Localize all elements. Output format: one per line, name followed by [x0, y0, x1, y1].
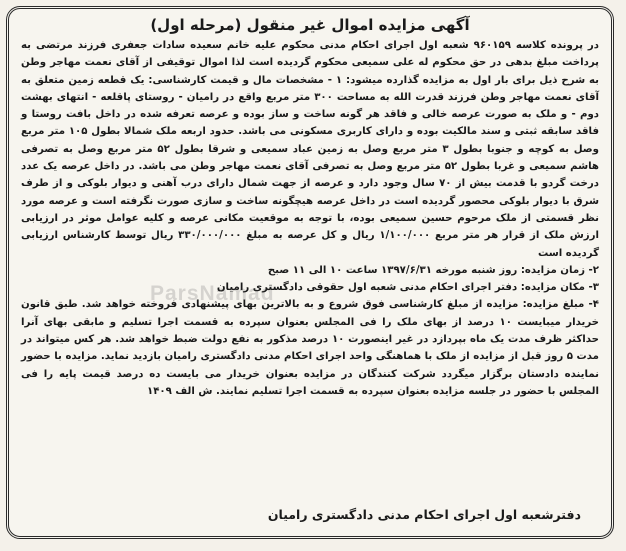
- watermark: ParsNamad: [150, 282, 275, 305]
- notice-body: [21, 37, 599, 400]
- notice-signature: دفترشعبه اول اجرای احکام مدنی دادگستری رامیان: [267, 507, 581, 522]
- notice-frame: [6, 6, 614, 539]
- notice-paragraph-time: ۲- زمان مزایده: روز شنبه مورخه ۱۳۹۷/۶/۳۱ ساعت ۱۰ الی ۱۱ صبح: [267, 264, 599, 276]
- notice-paragraph-place: ۳- مکان مزایده: دفتر اجرای احکام مدنی شعبه اول حقوقی دادگستری رامیان: [216, 282, 599, 294]
- notice-paragraph-amount: ۴- مبلغ مزایده: مزایده از مبلغ کارشناسی فوق شروع و به بالاترین بهای پیشنهادی فروخته خواهد شد. طبق قانون خریدار میبایست ۱۰ درصد از بهای ملک را فی المجلس بعنوان سپرده به قسمت اجرا تسلیم و مابقی بهای آنرا حداکثر ظرف مدت یک ماه بپردازد در غیر اینصورت ۱۰ درصد مذکور به نفع دولت ضبط خواهد شد. هر کس میتواند در مدت ۵ روز قبل از مزایده از ملک با هماهنگی واحد اجرای احکام مدنی دادگستری رامیان بازدید نماید. مزایده با حضور نماینده دادستان برگزار میگردد شرکت کنندگان در مزایده بعنوان خریدار می بایست ده درصد قیمت پایه را فی المجلس با حضور در جلسه مزایده بعنوان سپرده به قسمت اجرا تسلیم نمایند. ش الف ۱۴۰۹: [21, 299, 599, 397]
- notice-title: آگهی مزایده اموال غیر منقول (مرحله اول): [150, 16, 470, 34]
- notice-paragraph-main: در پرونده کلاسه ۹۶۰۱۵۹ شعبه اول اجرای احکام مدنی محکوم علیه خانم سعیده سادات جعفری فرزند مرتضی به پرداخت مبلغ بدهی در حق محکوم له علی سمیعی محکوم گردیده است لذا اموال توقیفی از آقای نعمت مهاجر وطن به شرح ذیل برای بار اول به مزایده گذارده میشود: ۱ - مشخصات مال و قیمت کارشناسی: یک قطعه زمین متعلق به آقای نعمت مهاجر وطن فرزند قدرت الله به مساحت ۳۰۰ متر مربع واقع در رامیان - روستای پاقلعه - انتهای بهشت دوم - و ملک به صورت عرصه خالی و فاقد هر گونه ساخت و ساز بوده و عرصه تعرفه شده در داخل بافت روستا و فاقد سابقه ثبتی و سند مالکیت بوده و دارای کاربری مسکونی می باشد. حدود اربعه ملک شمالا بطول ۱۰۵ متر مربع وصل به کوچه و جنوبا بطول ۳ متر مربع وصل به زمین عباد سمیعی و شرقا بطول ۵۲ متر مربع وصل به تصرفی هاشم سمیعی و غربا بطول ۵۲ متر مربع وصل به تصرفی آقای نعمت مهاجر وطن می باشد. در داخل عرصه یک عدد درخت گردو با قدمت بیش از ۷۰ سال وجود دارد و عرصه از جهت شمال دارای درب آهنی و دیوار بلوکی و از طرف شرق با دیوار بلوکی محصور گردیده است در داخل عرصه هیچگونه ساخت و سازی صورت نگرفته است و عرصه مورد نظر قسمتی از ملک مرحوم حسین سمیعی بوده، با توجه به موقعیت مکانی عرصه و کلیه عوامل موثر در ارزیابی ارزش ملک از قرار هر متر مربع ۱/۱۰۰/۰۰۰ ریال و کل عرصه به مبلغ ۳۳۰/۰۰۰/۰۰۰ ریال توسط کارشناس ارزیابی گردیده است: [21, 40, 600, 259]
